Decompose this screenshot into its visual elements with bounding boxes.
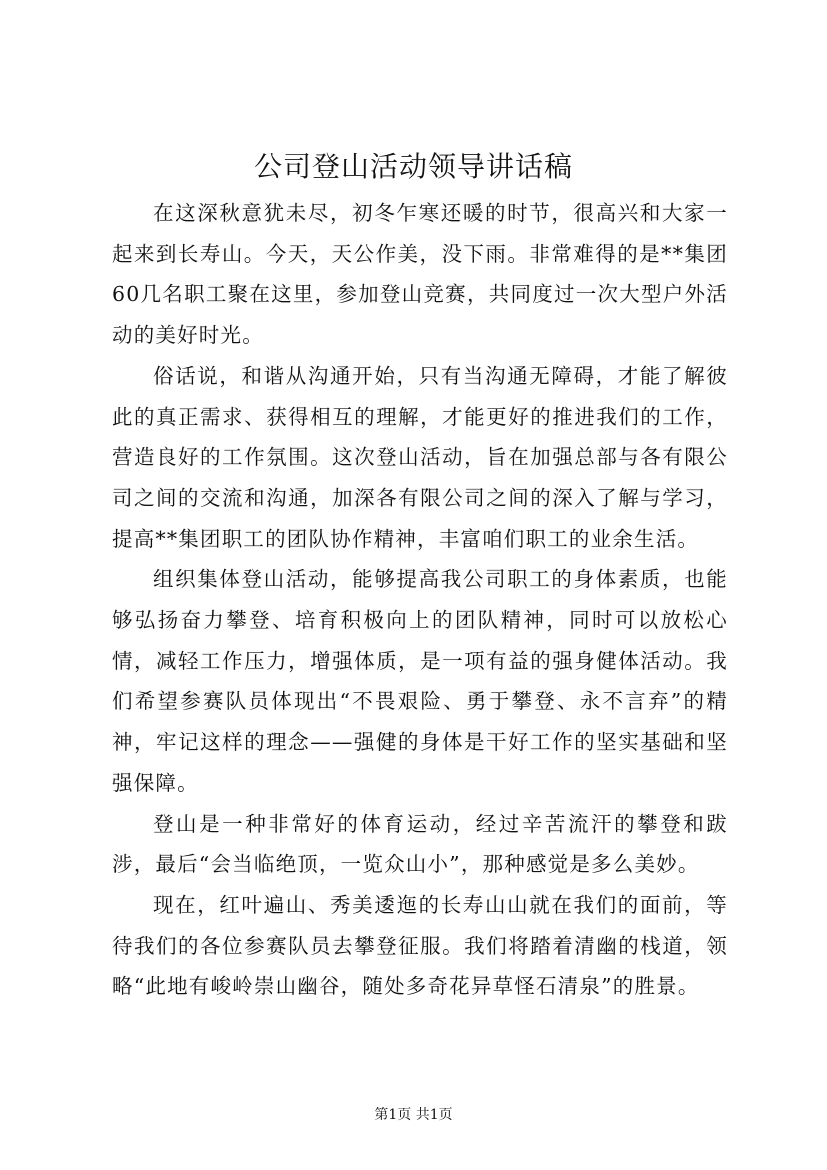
document-title: 公司登山活动领导讲话稿	[253, 150, 573, 183]
paragraph-5: 现在，红叶遍山、秀美逶迤的长寿山山就在我们的面前，等待我们的各位参赛队员去攀登征服。我们将踏着清幽的栈道，领略“此地有峻岭崇山幽谷，随处多奇花异草怪石清泉”的胜景。	[112, 892, 728, 999]
paragraph-2: 俗话说，和谐从沟通开始，只有当沟通无障碍，才能了解彼此的真正需求、获得相互的理解，才能更好的推进我们的工作，营造良好的工作氛围。这次登山活动，旨在加强总部与各有限公司之间的交流和沟通，加深各有限公司之间的深入了解与学习，提高**集团职工的团队协作精神，丰富咱们职工的业余生活。	[112, 363, 728, 551]
paragraph-4: 登山是一种非常好的体育运动，经过辛苦流汗的攀登和跋涉，最后“会当临绝顶，一览众山小”，那种感觉是多么美妙。	[112, 811, 728, 877]
page-footer: 第1页 共1页	[374, 1107, 453, 1123]
paragraph-3: 组织集体登山活动，能够提高我公司职工的身体素质，也能够弘扬奋力攀登、培育积极向上的团队精神，同时可以放松心情，减轻工作压力，增强体质，是一项有益的强身健体活动。我们希望参赛队员体现出“不畏艰险、勇于攀登、永不言弃”的精神，牢记这样的理念——强健的身体是干好工作的坚实基础和坚强保障。	[112, 567, 728, 795]
paragraph-1: 在这深秋意犹未尽，初冬乍寒还暖的时节，很高兴和大家一起来到长寿山。今天，天公作美，没下雨。非常难得的是**集团60几名职工聚在这里，参加登山竞赛，共同度过一次大型户外活动的美好时光。	[112, 201, 728, 348]
document-body	[112, 193, 728, 1007]
